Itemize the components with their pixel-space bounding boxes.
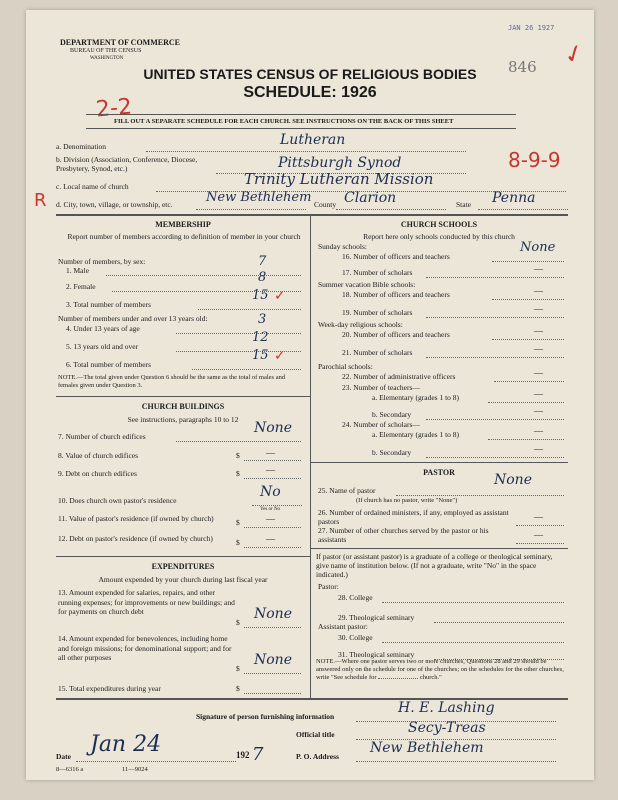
official-title-label: Official title: [296, 730, 335, 739]
q14-label: 14. Amount expended for benevolences, including home and foreign missions; for denominational support; and for all other purposes: [58, 634, 232, 662]
city-label: WASHINGTON: [90, 56, 124, 61]
po-address-label: P. O. Address: [296, 752, 339, 761]
q9-value[interactable]: —: [266, 465, 275, 475]
q6-label: 6. Total number of members: [66, 360, 151, 369]
q29-label: 29. Theological seminary: [338, 613, 415, 622]
received-stamp: JAN 26 1927: [508, 24, 555, 32]
red-mark-top: 2-2: [94, 94, 133, 123]
check-mark-icon: ✓: [274, 288, 286, 304]
q19-label: 19. Number of scholars: [342, 308, 413, 317]
q26-label: 26. Number of ordained ministers, if any, employed as assistant pastors: [318, 508, 509, 526]
bureau-label: BUREAU OF THE CENSUS: [70, 48, 142, 54]
q24b-label: b. Secondary: [372, 448, 412, 457]
q5-value[interactable]: 12: [252, 330, 269, 345]
signature-value[interactable]: H. E. Lashing: [398, 700, 495, 716]
q22-label: 22. Number of administrative officers: [342, 372, 456, 381]
q23a-value[interactable]: —: [534, 389, 543, 399]
dollar-sign: $: [236, 518, 240, 527]
church-name-label: c. Local name of church: [56, 182, 129, 191]
instruction-line: FILL OUT A SEPARATE SCHEDULE FOR EACH CHURCH. SEE INSTRUCTIONS ON THE BACK OF THIS SHEET: [114, 118, 454, 125]
q3-value[interactable]: 15: [252, 288, 269, 303]
q8-label: 8. Value of church edifices: [58, 451, 139, 460]
expenditures-heading: EXPENDITURES: [151, 562, 215, 571]
q7-value[interactable]: None: [254, 420, 292, 436]
dollar-sign: $: [236, 684, 240, 693]
expenditures-intro: Amount expended by your church during last fiscal year: [98, 575, 268, 584]
q10-label: 10. Does church own pastor's residence: [58, 496, 177, 505]
dollar-sign: $: [236, 469, 240, 478]
q23a-label: a. Elementary (grades 1 to 8): [372, 393, 460, 402]
red-mark-r: R: [34, 190, 47, 211]
weekday-label: Week-day religious schools:: [318, 320, 403, 329]
form-subtitle: SCHEDULE: 1926: [243, 84, 377, 101]
q7-label: 7. Number of church edifices: [58, 432, 146, 441]
form-number-2: 11—9024: [122, 766, 148, 773]
parochial-label: Parochial schools:: [318, 362, 373, 371]
q1-label: 1. Male: [66, 266, 89, 275]
membership-note: NOTE.—The total given under Question 6 should be the same as the total of males and females given under Question 3.: [58, 374, 286, 389]
assistant-subheading: Assistant pastor:: [318, 622, 368, 631]
q26-value[interactable]: —: [534, 512, 543, 522]
census-schedule-sheet: [26, 10, 594, 780]
dollar-sign: $: [236, 451, 240, 460]
pastor-note: [316, 658, 568, 682]
summer-label: Summer vacation Bible schools:: [318, 280, 416, 289]
red-mark-code: 8-9-9: [508, 148, 561, 172]
official-title-value[interactable]: Secy-Treas: [408, 720, 486, 736]
q25-value[interactable]: None: [494, 472, 532, 488]
q27-value[interactable]: —: [534, 530, 543, 540]
by-sex-label: Number of members, by sex:: [58, 257, 146, 266]
q11-label: 11. Value of pastor's residence (if owned by church): [58, 514, 214, 523]
dollar-sign: $: [236, 664, 240, 673]
date-label: Date: [56, 752, 71, 761]
q5-label: 5. 13 years old and over: [66, 342, 139, 351]
department-label: DEPARTMENT OF COMMERCE: [60, 38, 181, 47]
q14-value[interactable]: None: [254, 652, 292, 668]
age-label: Number of members under and over 13 years old:: [58, 314, 208, 323]
county-value[interactable]: Clarion: [344, 190, 397, 206]
q20-label: 20. Number of officers and teachers: [342, 330, 450, 339]
q23b-label: b. Secondary: [372, 410, 412, 419]
q19-value[interactable]: —: [534, 304, 543, 314]
q17-label: 17. Number of scholars: [342, 268, 413, 277]
buildings-intro: See instructions, paragraphs 10 to 12: [127, 415, 239, 424]
q12-label: 12. Debt on pastor's residence (if owned by church): [58, 534, 213, 543]
city-label: d. City, town, village, or township, etc.: [56, 200, 173, 209]
pastor-subheading: Pastor:: [318, 582, 339, 591]
q27-label: 27. Number of other churches served by the pastor or his assistants: [318, 526, 489, 544]
q18-label: 18. Number of officers and teachers: [342, 290, 450, 299]
q2-label: 2. Female: [66, 282, 96, 291]
q31-label: 31. Theological seminary: [338, 650, 415, 659]
schools-intro: Report here only schools conducted by this church: [363, 232, 515, 241]
q3-label: 3. Total number of members: [66, 300, 151, 309]
yes-no-hint: Yes or No: [260, 507, 281, 512]
q21-label: 21. Number of scholars: [342, 348, 413, 357]
q6-value[interactable]: 15: [252, 348, 269, 363]
q15-label: 15. Total expenditures during year: [58, 684, 161, 693]
q24-label: 24. Number of scholars—: [342, 420, 420, 429]
q21-value[interactable]: —: [534, 344, 543, 354]
q1-value[interactable]: 7: [258, 254, 267, 269]
q10-value[interactable]: No: [260, 484, 281, 500]
dollar-sign: $: [236, 538, 240, 547]
q11-value[interactable]: —: [266, 514, 275, 524]
division-value[interactable]: Pittsburgh Synod: [278, 155, 402, 171]
q9-label: 9. Debt on church edifices: [58, 469, 137, 478]
membership-heading: MEMBERSHIP: [155, 220, 211, 229]
q16-label: 16. Number of officers and teachers: [342, 252, 450, 261]
q12-value[interactable]: —: [266, 534, 275, 544]
pastor-note-end: church.": [419, 674, 442, 681]
q30-label: 30. College: [338, 633, 373, 642]
dollar-sign: $: [236, 618, 240, 627]
q4-value[interactable]: 3: [258, 312, 267, 327]
state-label: State: [456, 200, 471, 209]
q24a-value[interactable]: —: [534, 426, 543, 436]
q20-value[interactable]: —: [534, 326, 543, 336]
schedule-number: 846: [508, 58, 537, 76]
buildings-heading: CHURCH BUILDINGS: [141, 402, 225, 411]
form-title: UNITED STATES CENSUS OF RELIGIOUS BODIES: [143, 66, 477, 82]
q13-value[interactable]: None: [254, 606, 292, 622]
pastor-note-text: NOTE.—Where one pastor serves two or more churches, Questions 28 and 29 should be answered only on the schedule for one of the churches; on the schedules for the other churches, write "See schedule for: [316, 658, 564, 681]
q28-label: 28. College: [338, 593, 373, 602]
q23b-value[interactable]: —: [534, 406, 543, 416]
denomination-label: a. Denomination: [56, 142, 106, 151]
q4-label: 4. Under 13 years of age: [66, 324, 140, 333]
check-mark-icon: ✓: [559, 37, 589, 71]
form-number: 8—6316 a: [56, 766, 84, 773]
graduate-instruction: If pastor (or assistant pastor) is a graduate of a college or theological seminary, give name of institution below. (If not a graduate, write "No" in the space indicated.): [316, 552, 553, 579]
q8-value[interactable]: —: [266, 448, 275, 458]
city-value[interactable]: New Bethlehem: [206, 190, 312, 205]
sunday-label: Sunday schools:: [318, 242, 367, 251]
q24b-value[interactable]: —: [534, 444, 543, 454]
year-digit[interactable]: 7: [252, 744, 264, 765]
q25-label: 25. Name of pastor: [318, 486, 376, 495]
q16-value[interactable]: None: [520, 240, 556, 255]
year-prefix: 192: [236, 750, 250, 760]
date-value[interactable]: Jan 24: [90, 732, 162, 757]
q23-label: 23. Number of teachers—: [342, 383, 420, 392]
q25-note: (If church has no pastor, write "None"): [356, 497, 458, 504]
county-label: County: [314, 200, 337, 209]
q24a-label: a. Elementary (grades 1 to 8): [372, 430, 460, 439]
q18-value[interactable]: —: [534, 286, 543, 296]
check-mark-icon: ✓: [274, 348, 286, 364]
po-address-value[interactable]: New Bethlehem: [370, 740, 484, 756]
q13-label: 13. Amount expended for salaries, repairs, and other running expenses; for improvements or new buildings; and for payments on church debt: [58, 588, 235, 616]
schools-heading: CHURCH SCHOOLS: [400, 220, 478, 229]
membership-intro: Report number of members according to definition of member in your church: [67, 232, 301, 241]
denomination-value[interactable]: Lutheran: [280, 132, 346, 148]
signature-label: Signature of person furnishing information: [196, 712, 335, 721]
q2-value[interactable]: 8: [258, 270, 267, 285]
q17-value[interactable]: —: [534, 264, 543, 274]
state-value[interactable]: Penna: [492, 190, 536, 206]
pastor-heading: PASTOR: [423, 468, 455, 477]
division-label: b. Division (Association, Conference, Diocese, Presbytery, Synod, etc.): [56, 155, 198, 173]
church-name-value[interactable]: Trinity Lutheran Mission: [244, 170, 434, 188]
q22-value[interactable]: —: [534, 368, 543, 378]
